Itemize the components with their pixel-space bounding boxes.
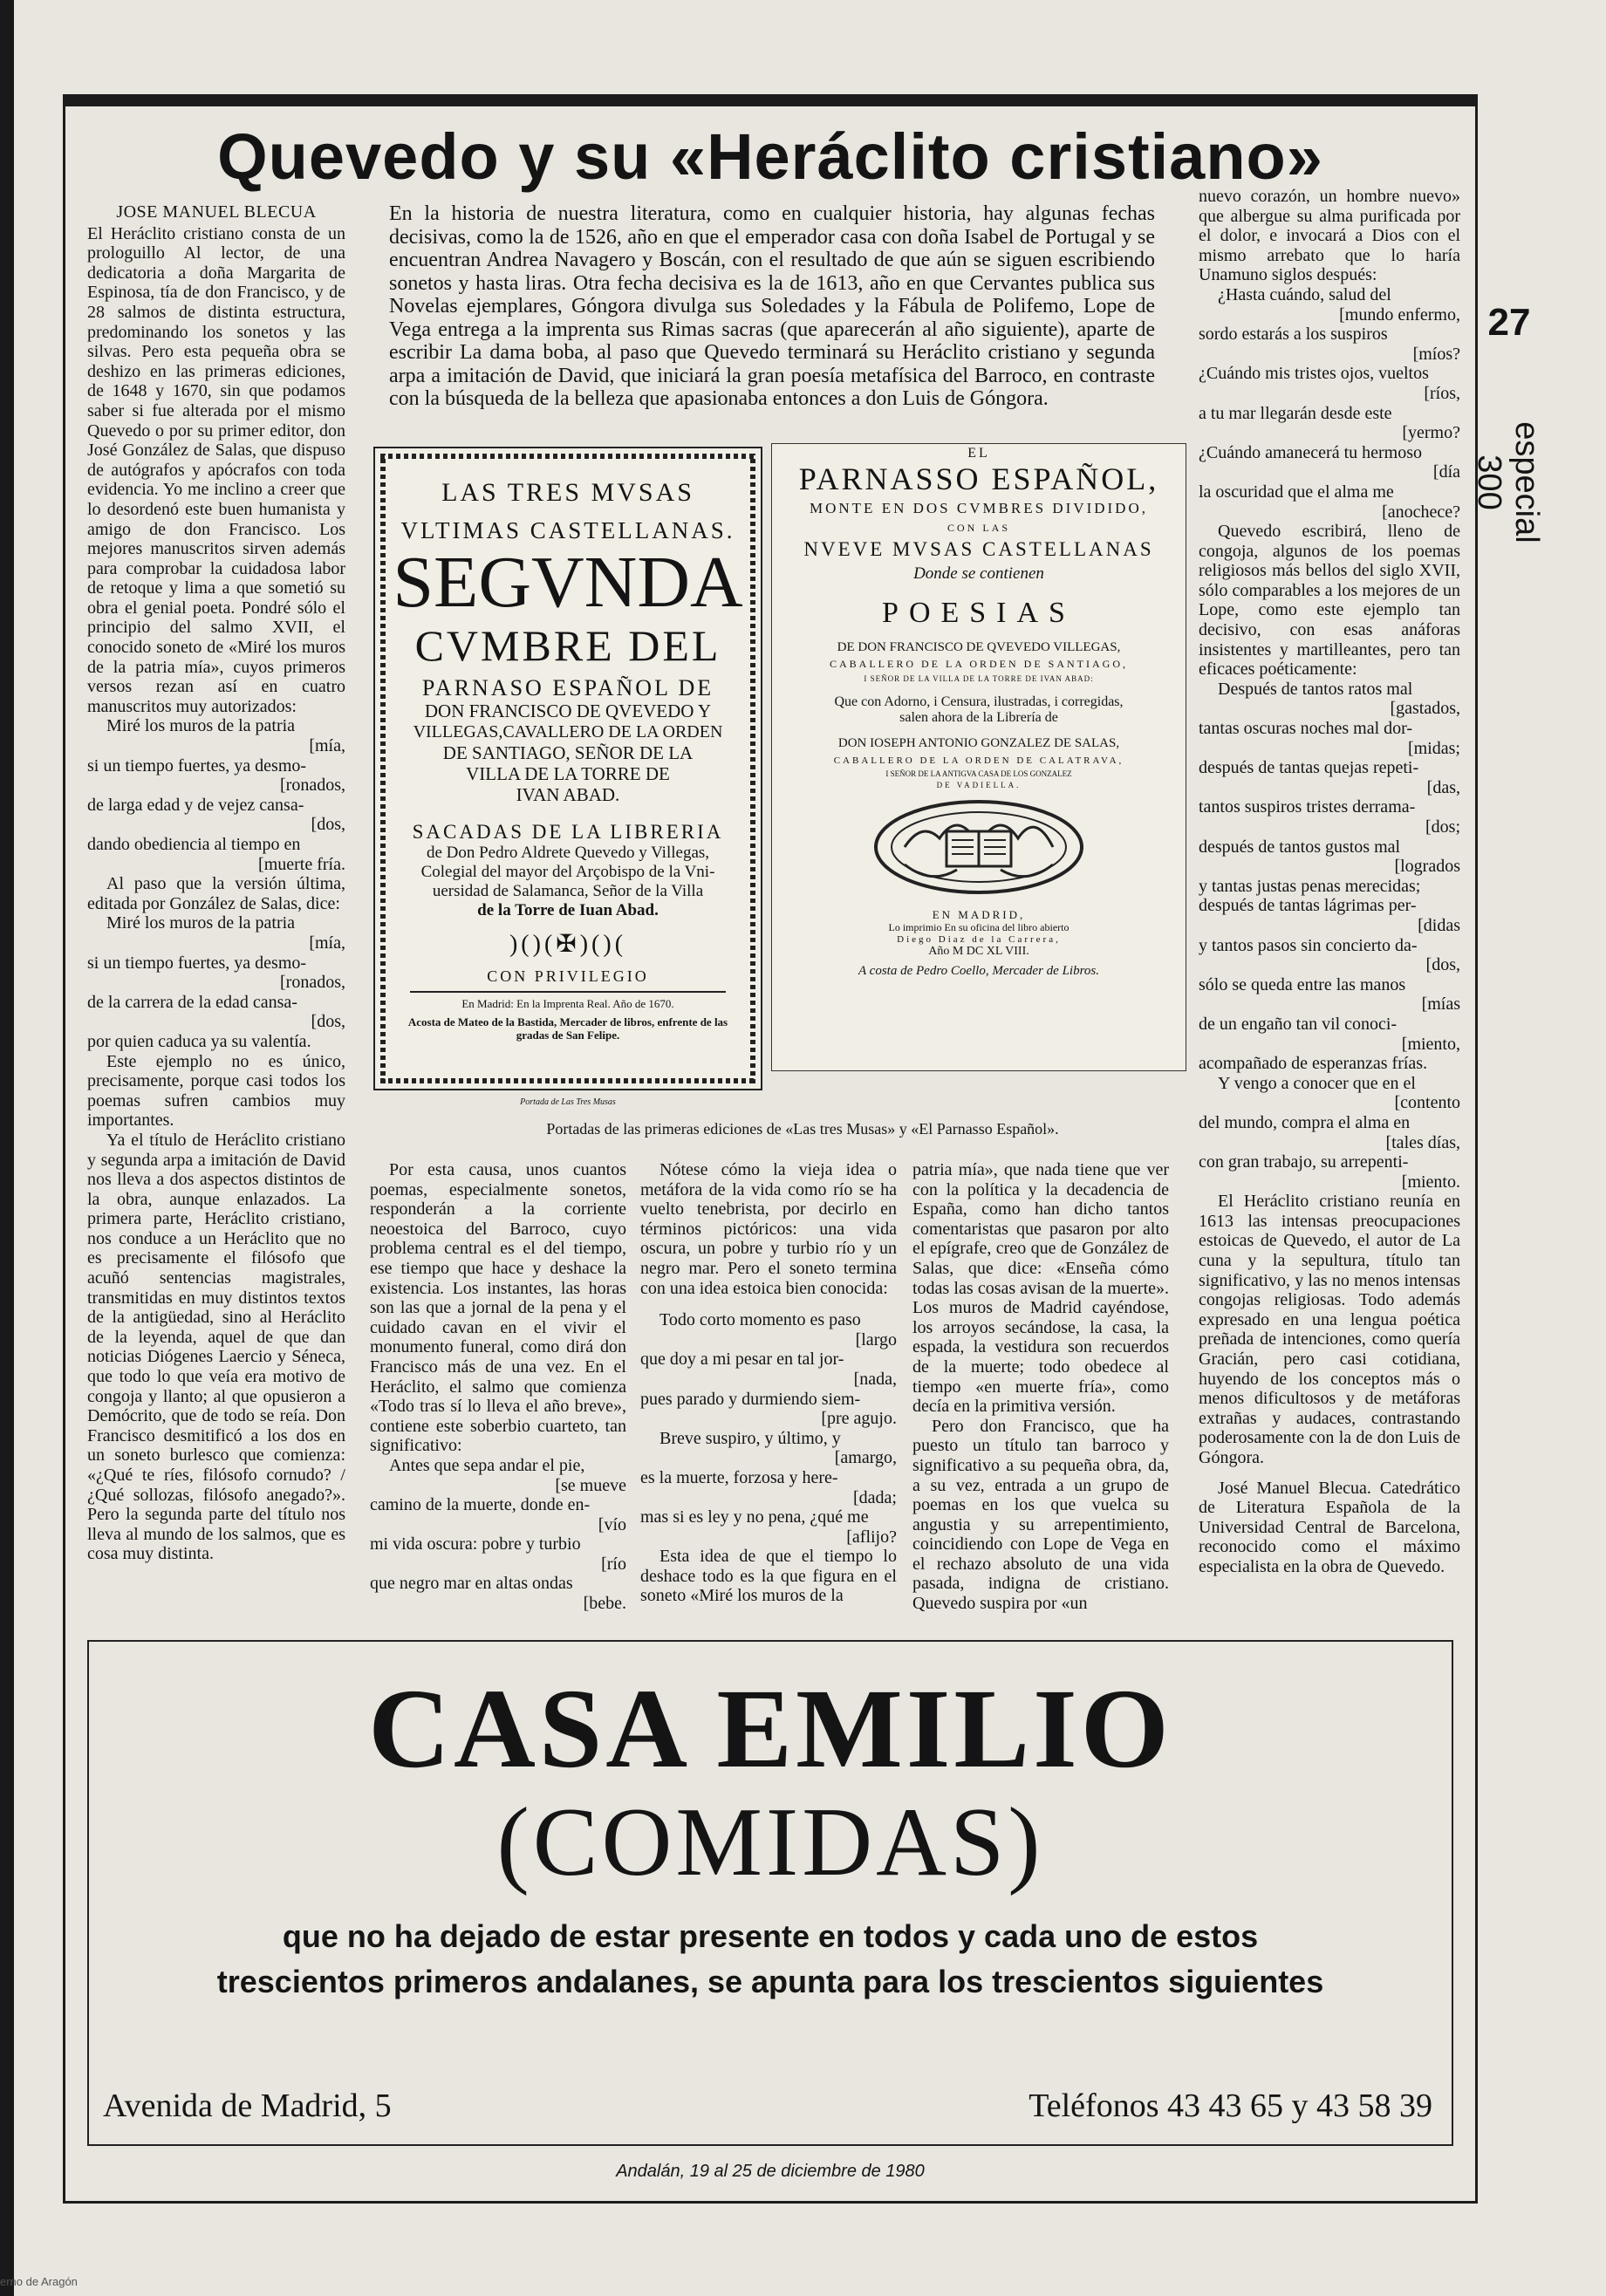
- verse-line: sordo estarás a los suspiros: [1199, 325, 1388, 345]
- verse-line: Breve suspiro, y último, y: [659, 1428, 841, 1448]
- plate-line: de Don Pedro Aldrete Quevedo y Villegas,: [426, 844, 710, 863]
- verse-line: que doy a mi pesar en tal jor-: [640, 1350, 844, 1370]
- verse-line: acompañado de esperanzas frías.: [1199, 1054, 1428, 1074]
- plate-line: VILLA DE LA TORRE DE: [466, 762, 670, 784]
- advertisement-casa-emilio: [87, 1640, 1453, 2146]
- verse-line: [amargo,: [834, 1448, 897, 1468]
- ad-subtitle: (COMIDAS): [496, 1788, 1044, 1896]
- plate-line: MONTE EN DOS CVMBRES DIVIDIDO,: [810, 500, 1148, 517]
- col4-paragraph-2: Pero don Francisco, que ha puesto un título tan barroco y significativo a su pequeña obra, da, a su vez, entrada a un grupo de poemas en los que vuelca su angustia y su arrepentimiento, coincidiendo con Lope de Vega en el rechazo absoluto de una vida pasada, indigna de cristiano. Quevedo suspira por «un: [912, 1416, 1169, 1614]
- plate-line: Colegial del mayor del Arçobispo de la Vni-: [420, 863, 715, 882]
- issue-footer: Andalán, 19 al 25 de diciembre de 1980: [616, 2162, 925, 2181]
- verse-block-4: [640, 1310, 897, 1547]
- verse-line: [dos;: [1425, 817, 1460, 837]
- verse-line: [yermo?: [1402, 423, 1460, 443]
- verse-line: si un tiempo fuertes, ya desmo-: [87, 755, 307, 776]
- verse-line: [dos,: [1425, 955, 1460, 975]
- plate-line: VILLEGAS,CAVALLERO DE LA ORDEN: [413, 721, 723, 741]
- verse-line: sólo se queda entre las manos: [1199, 974, 1406, 994]
- verse-line: [largo: [855, 1329, 897, 1350]
- verse-line: [dos,: [311, 815, 345, 835]
- plate-line: DON FRANCISCO DE QVEVEDO Y: [424, 700, 712, 722]
- verse-line: Miré los muros de la patria: [106, 716, 296, 736]
- column-5: [1199, 187, 1460, 1577]
- col1-paragraph-4: Ya el título de Heráclito cristiano y segunda arpa a imitación de David nos lleva a dos aspectos distintos de la obra, aunque enlazados. La primera parte, Heráclito cristiano, nos conduce a un Heráclito que no es precisamente el filósofo que acuñó sentencias magistrales, transmitidas en muy distintos textos de la antigüedad, sino al Heráclito de la leyenda, aquel de que dan noticias Diógenes Laercio y Séneca, que todo lo que veía era motivo de congoja y llanto; al que opusieron a Demócrito, que de todo se reía. Don Francisco desmitificó a los dos en un soneto burlesco que comienza: «¿Qué te ríes, filósofo cornudo? / ¿Qué sollozas, filósofo anegado?». Pero la segunda parte del título nos lleva al mundo de los salmos, que es cosa muy distinta.: [87, 1130, 345, 1564]
- plate-line: IVAN ABAD.: [516, 783, 620, 805]
- verse-line: Miré los muros de la patria: [106, 913, 296, 933]
- plate-line: I SEÑOR DE LA ANTIGVA CASA DE LOS GONZALEZ: [885, 769, 1072, 779]
- verse-line: mas si es ley y no pena, ¿qué me: [640, 1507, 869, 1527]
- verse-line: de larga edad y de vejez cansa-: [87, 795, 304, 815]
- plate-line: CON LAS: [947, 521, 1010, 534]
- section-label: [1455, 375, 1560, 550]
- verse-line: [miento.: [1401, 1172, 1460, 1192]
- ad-slogan-line-1: que no ha dejado de estar presente en todos y cada uno de estos: [282, 1918, 1259, 1954]
- verse-line: [miento,: [1401, 1034, 1460, 1054]
- verse-block-5: [1199, 285, 1460, 522]
- verse-block-2: [87, 913, 345, 1051]
- plate-line: DE SANTIAGO, SEÑOR DE LA: [442, 741, 694, 763]
- verse-line: Y vengo a conocer que en el: [1218, 1073, 1416, 1093]
- col1-paragraph-3: Este ejemplo no es único, precisamente, porque casi todos los poemas sufren cambios muy importantes.: [87, 1051, 345, 1131]
- column-3: [640, 1160, 897, 1606]
- page-number: 27: [1487, 301, 1531, 344]
- plate-line: de la Torre de Iuan Abad.: [477, 900, 659, 919]
- plate-line: SEGVNDA: [393, 541, 743, 623]
- archive-stamp: erno de Aragón: [0, 2275, 78, 2288]
- verse-line: [mundo enfermo,: [1339, 304, 1460, 325]
- verse-line: [aflijo?: [846, 1527, 897, 1547]
- verse-line: [dada;: [853, 1487, 897, 1507]
- plate-line: NVEVE MVSAS CASTELLANAS: [803, 537, 1154, 560]
- verse-line: tantos suspiros tristes derrama-: [1199, 797, 1416, 817]
- verse-line: con gran trabajo, su arrepenti-: [1199, 1152, 1409, 1172]
- verse-block-3: [370, 1456, 626, 1614]
- verse-line: mi vida oscura: pobre y turbio: [370, 1534, 581, 1555]
- verse-line: después de tantos gustos mal: [1199, 837, 1401, 857]
- verse-line: es la muerte, forzosa y here-: [640, 1467, 838, 1487]
- plate-line: uersidad de Salamanca, Señor de la Villa: [432, 882, 704, 901]
- verse-line: [midas;: [1408, 738, 1460, 758]
- col1-paragraph-2: Al paso que la versión última, editada por González de Salas, dice:: [87, 874, 345, 913]
- verse-line: por quien caduca ya su valentía.: [87, 1031, 311, 1051]
- ornament-border-bottom: [380, 1078, 755, 1083]
- verse-line: del mundo, compra el alma en: [1199, 1112, 1411, 1132]
- plate-line: CABALLERO DE LA ORDEN DE CALATRAVA,: [833, 755, 1124, 766]
- plate-line: salen ahora de la Librería de: [899, 709, 1058, 725]
- plate-line: DON IOSEPH ANTONIO GONZALEZ DE SALAS,: [837, 736, 1120, 751]
- verse-line: y tantas justas penas merecidas;: [1199, 876, 1421, 896]
- verse-line: [nada,: [853, 1369, 897, 1389]
- plate-line: Que con Adorno, i Censura, ilustradas, i corregidas,: [834, 694, 1124, 709]
- verse-line: [míos?: [1412, 344, 1460, 364]
- col4-paragraph-1: patria mía», que nada tiene que ver con la política y la decadencia de España, como han dicho tantos comentaristas que pasaron por alto el epígrafe, creo que de González de Salas, que dice: «Enseña cómo todas las cosas avisan de la muerte». Los muros de Madrid cayéndose, los arroyos secándose, la casa, la espada, la vestidura son recuerdos de la muerte; todo obedece al tiempo «en muerte fría», como decía en la primitiva versión.: [912, 1160, 1169, 1417]
- verse-line: [contento: [1394, 1093, 1460, 1113]
- plate-rule: [410, 991, 726, 993]
- verse-line: ¿Cuándo amanecerá tu hermoso: [1199, 442, 1423, 462]
- printer-ornament: )()(✠)()(: [509, 930, 627, 958]
- col5-paragraph-3: El Heráclito cristiano reunía en 1613 las intensas preocupaciones estoicas de Quevedo, el autor de La cuna y la sepultura, título tan significativo, y las no menos intensas congojas religiosas. Todo además expresado en una lengua poética preñada de intenciones, como quería Gracián, pero casi cotidiana, huyendo de los conceptos más o menos dificultosos y de metáforas extrañas y audaces, contrastando poderosamente con la de don Luis de Góngora.: [1199, 1192, 1460, 1467]
- verse-line: [dos,: [311, 1012, 345, 1032]
- ornament-border-top: [380, 454, 755, 459]
- verse-line: a tu mar llegarán desde este: [1199, 403, 1392, 423]
- plate-line: POESIAS: [882, 597, 1076, 630]
- plate-line: Donde se contienen: [913, 564, 1044, 584]
- plate-line: I SEÑOR DE LA VILLA DE LA TORRE DE IVAN ABAD:: [864, 674, 1094, 684]
- verse-block-1: [87, 716, 345, 874]
- col2-paragraph-1: Por esta causa, unos cuantos poemas, especialmente sonetos, responderán a la corriente neoestoica del Barroco, cuyo problema central es el del tiempo, ese tiempo que hace y deshace la existencia. Los instantes, las horas son las que a jornal de la pena y el cuidado cavan en el vivir el monumento funeral, como dirá don Francisco más de una vez. En el Heráclito, el salmo que comienza «Todo tras sí lo lleva el año breve», contiene este soberbio cuarteto, tan significativo:: [370, 1160, 626, 1456]
- verse-line: [ronados,: [280, 776, 345, 796]
- verse-line: [anochece?: [1382, 502, 1460, 522]
- plate-line: EL: [967, 446, 990, 461]
- ad-phones: Teléfonos 43 43 65 y 43 58 39: [1029, 2088, 1432, 2124]
- verse-line: ¿Cuándo mis tristes ojos, vueltos: [1199, 364, 1429, 384]
- author-byline: JOSE MANUEL BLECUA: [116, 202, 317, 222]
- ornament-border-right: [750, 454, 755, 1083]
- verse-line: [río: [601, 1554, 626, 1574]
- verse-line: [das,: [1426, 777, 1460, 797]
- page-edge-bar: [0, 0, 14, 2296]
- verse-line: de un engaño tan vil conoci-: [1199, 1014, 1398, 1034]
- col3-paragraph-2: Esta idea de que el tiempo lo deshace todo es la que figura en el soneto «Miré los muros de la: [640, 1547, 897, 1606]
- plate-line: En Madrid: En la Imprenta Real. Año de 1670.: [461, 996, 674, 1010]
- verse-line: [ríos,: [1424, 383, 1460, 403]
- author-bio: José Manuel Blecua. Catedrático de Literatura Española de la Universidad Central de Barcelona, reconocido como el máximo especialista en la obra de Quevedo.: [1199, 1478, 1460, 1576]
- verse-line: pues parado y durmiendo siem-: [640, 1389, 861, 1409]
- verse-line: [gastados,: [1390, 699, 1460, 719]
- plate-line: Diego Diaz de la Carrera,: [897, 933, 1061, 945]
- plate-line: PARNASSO ESPAÑOL,: [798, 461, 1159, 497]
- col5-paragraph-2: Quevedo escribirá, lleno de congoja, algunos de los poemas religiosos más bellos del siglo XVII, sólo comparables a los mejores de un Lope, como este ejemplo tan decisivo, con esas anáforas insistentes y martilleantes, pero tan eficaces poéticamente:: [1199, 522, 1460, 680]
- verse-line: [logrados: [1394, 857, 1460, 877]
- plate-line: EN MADRID,: [932, 907, 1026, 921]
- col3-paragraph-1: Nótese cómo la vieja idea o metáfora de la vida como río se ha vuelto tenebrista, por decirlo en términos pictóricos: una vida oscura, un pobre y turbio río y un negro mar. Pero el soneto termina con una idea estoica bien conocida:: [640, 1160, 897, 1298]
- column-2: [370, 1160, 626, 1614]
- plate-line: Año M DC XL VIII.: [928, 945, 1029, 959]
- article-title: Quevedo y su «Heráclito cristiano»: [217, 120, 1323, 193]
- plate-line: A costa de Pedro Coello, Mercader de Libros.: [858, 964, 1099, 979]
- plate-line: Lo imprimio En su oficina del libro abierto: [888, 920, 1070, 933]
- verse-line: [se mueve: [555, 1475, 626, 1495]
- verse-line: [bebe.: [583, 1594, 626, 1614]
- verse-line: camino de la muerte, donde en-: [370, 1495, 591, 1515]
- verse-line: dando obediencia al tiempo en: [87, 835, 301, 854]
- column-4: [912, 1160, 1169, 1614]
- verse-line: [muerte fría.: [258, 854, 345, 874]
- verse-line: después de tantas lágrimas per-: [1199, 896, 1417, 916]
- intro-paragraph: En la historia de nuestra literatura, como en cualquier historia, hay algunas fechas decisivas, como la de 1526, año en que el emperador casa con doña Isabel de Portugal y se encuentran Andrea Navagero y Boscán, con el resultado de que aún se siguen escribiendo sonetos y hasta liras. Otra fecha decisiva es la de 1613, año en que Cervantes publica sus Novelas ejemplares, Góngora divulga sus Soledades y la Fábula de Polifemo, Lope de Vega entrega a la imprenta sus Rimas sacras (que aparecerán al año siguiente), aparte de escribir La dama boba, al paso que Quevedo terminará su Heráclito cristiano y segunda arpa a imitación de David, que iniciará la gran poesía metafísica del Barroco, en contraste con la búsqueda de la belleza que apasionaba entonces a don Luis de Góngora.: [389, 202, 1155, 410]
- verse-line: Antes que sepa andar el pie,: [389, 1455, 585, 1475]
- verse-line: después de tantas quejas repeti-: [1199, 758, 1419, 778]
- verse-line: Después de tantos ratos mal: [1218, 679, 1413, 699]
- verse-line: de la carrera de la edad cansa-: [87, 992, 297, 1012]
- verse-line: [didas: [1418, 915, 1460, 935]
- col1-paragraph-1: El Heráclito cristiano consta de un prologuillo Al lector, de una dedicatoria a doña Margarita de Espinosa, tía de don Francisco, y de 28 salmos de distinta estructura, predominando los sonetos y las silvas. Pero esta pequeña obra se deshizo en las primeras ediciones, de 1648 y 1670, sin que podamos saber si fue alterada por el mismo Quevedo o por su primer editor, don José González de Salas, que dispuso de autógrafos y apócrafos con toda evidencia. Yo me inclino a creer que lo desordenó este buen humanista y amigo de don Francisco. Los mejores manuscritos sirven además para comprobar la cuidadosa labor de retoque y lima a que sometió su obra el genial poeta. Pondré sólo el principio del salmo XVII, el conocido soneto de «Miré los muros de la patria mía», cuyos primeros versos rezan así en cuatro manuscritos muy autorizados:: [87, 223, 345, 716]
- plate-line: VLTIMAS CASTELLANAS.: [400, 516, 735, 543]
- plate-line: DE DON FRANCISCO DE QVEVEDO VILLEGAS,: [837, 640, 1121, 655]
- verse-line: [mías: [1421, 994, 1460, 1015]
- plate-line: CABALLERO DE LA ORDEN DE SANTIAGO,: [830, 658, 1128, 671]
- column-1: [87, 202, 345, 1564]
- section-label-text: especial 300: [1471, 421, 1545, 543]
- title-page-parnasso-espanol: [771, 443, 1186, 1071]
- verse-line: [ronados,: [280, 973, 345, 993]
- verse-block-6: [1199, 680, 1460, 1192]
- verse-line: ¿Hasta cuándo, salud del: [1218, 284, 1391, 304]
- verse-line: [mía,: [309, 933, 345, 953]
- figure-caption: Portadas de las primeras ediciones de «Las tres Musas» y «El Parnasso Español».: [546, 1120, 1059, 1138]
- open-book-emblem-icon: [870, 796, 1088, 899]
- verse-line: la oscuridad que el alma me: [1199, 482, 1394, 502]
- verse-line: y tantos pasos sin concierto da-: [1199, 935, 1418, 955]
- plate-line: LAS TRES MVSAS: [441, 478, 694, 507]
- verse-line: [día: [1432, 462, 1460, 482]
- ad-business-name: CASA EMILIO: [368, 1666, 1172, 1792]
- plate-line: PARNASO ESPAÑOL DE: [421, 674, 714, 700]
- plate-line: SACADAS DE LA LIBRERIA: [412, 821, 724, 843]
- title-page-las-tres-musas: [373, 447, 762, 1090]
- plate-line: DE VADIELLA.: [936, 780, 1022, 789]
- verse-line: si un tiempo fuertes, ya desmo-: [87, 953, 307, 973]
- ad-slogan-line-2: trescientos primeros andalanes, se apunta para los trescientos siguientes: [216, 1964, 1324, 1999]
- col5-paragraph-1: nuevo corazón, un hombre nuevo» que albergue su alma purificada por el dolor, e invocará a Dios con el mismo arrebato que lo haría Unamuno siglos después:: [1199, 187, 1460, 285]
- verse-line: [vío: [598, 1514, 626, 1534]
- verse-line: [tales días,: [1385, 1132, 1460, 1152]
- verse-line: [pre agujo.: [821, 1409, 897, 1429]
- plate-line: Acosta de Mateo de la Bastida, Mercader de libros, enfrente de las gradas de San Felipe.: [407, 1015, 728, 1042]
- ornament-border-left: [380, 454, 386, 1083]
- verse-line: [mía,: [309, 736, 345, 756]
- plate-line: CVMBRE DEL: [414, 620, 721, 670]
- plate1-caption: Portada de Las Tres Musas: [520, 1097, 616, 1107]
- verse-line: que negro mar en altas ondas: [370, 1574, 573, 1594]
- plate-line: CON PRIVILEGIO: [487, 967, 649, 985]
- verse-line: tantas oscuras noches mal dor-: [1199, 719, 1413, 739]
- top-rule: [63, 94, 1478, 106]
- ad-address: Avenida de Madrid, 5: [103, 2088, 392, 2124]
- verse-line: Todo corto momento es paso: [659, 1310, 861, 1330]
